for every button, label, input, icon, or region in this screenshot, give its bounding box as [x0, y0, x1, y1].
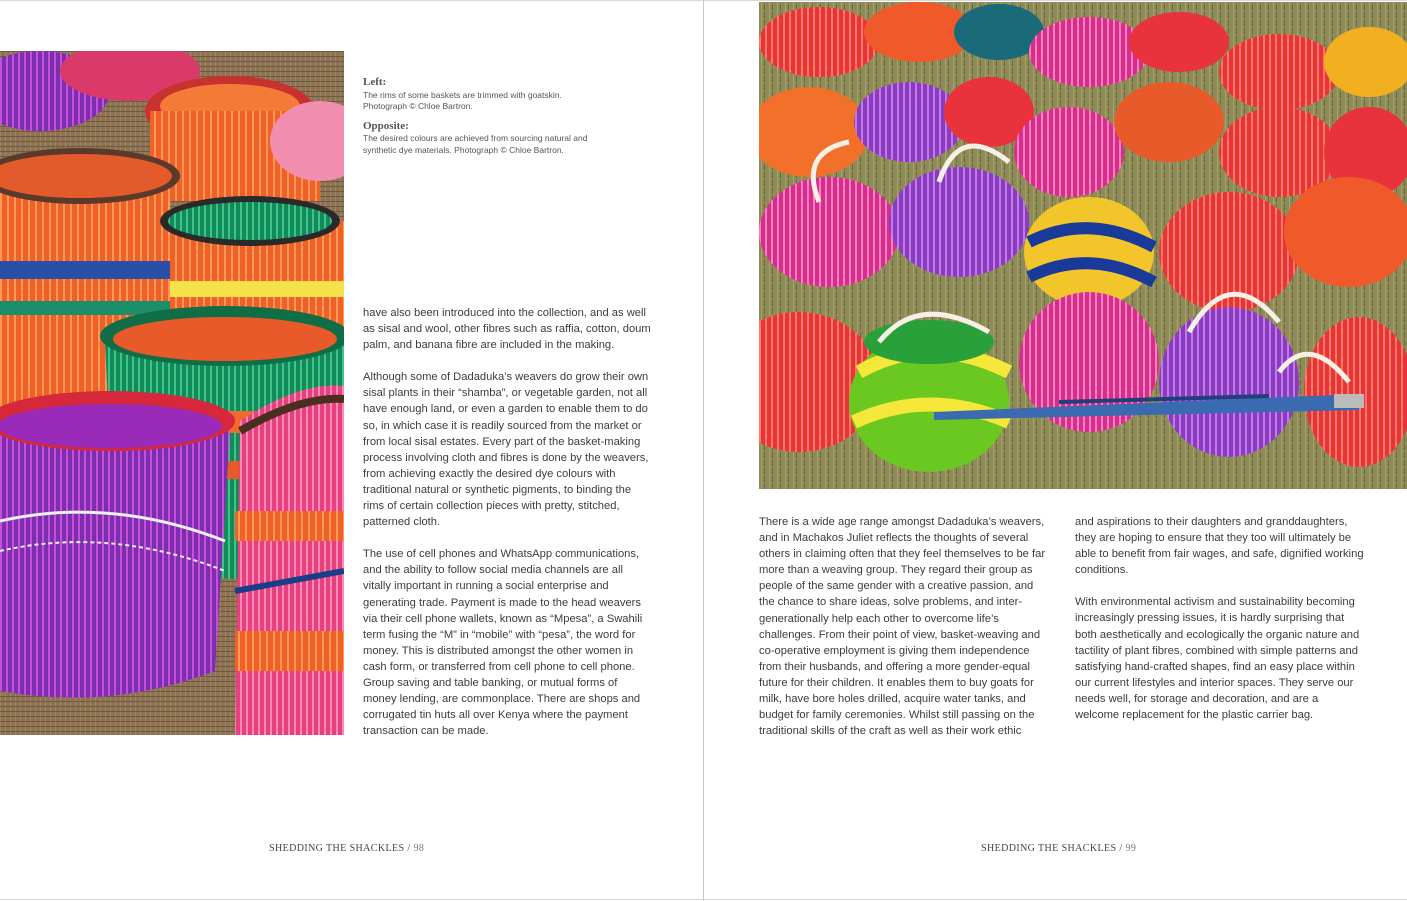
- left-page-body: [363, 305, 651, 755]
- right-page-column-2: [1075, 514, 1365, 739]
- folio-separator: /: [1116, 843, 1126, 854]
- caption-opposite: [363, 121, 593, 157]
- paragraph: There is a wide age range amongst Dadaduka’s weavers, and in Machakos Juliet reflects the thoughts of several others in claiming often that they feel themselves to be far more than a weaving group. They regard their group as people of the same gender with a creative passion, and the chance to share ideas, solve problems, and inter-generationally help each other to overcome life’s challenges. From their point of view, basket-weaving and co-operative employment is giving them independence from their husbands, and offering a more gender-equal future for their children. It enables them to buy goats for milk, have bore holes drilled, acquire water tanks, and budget for family ceremonies. Whilst still passing on the traditional skills of the craft as well as their work ethic: [759, 516, 1046, 738]
- folio-left: [269, 843, 424, 854]
- bottom-edge: [0, 899, 1407, 900]
- book-gutter: [703, 0, 704, 901]
- caption-opposite-text: The desired colours are achieved from sourcing natural and synthetic dye materials. Photograph © Chloe Bartron.: [363, 133, 588, 155]
- page-number: 99: [1125, 843, 1137, 854]
- folio-separator: /: [404, 843, 414, 854]
- right-page-column-1: [759, 514, 1051, 755]
- paragraph: The use of cell phones and WhatsApp communications, and the ability to follow social media channels are all vitally important in running a social enterprise and generating trade. Payment is made to the head weavers via their cell phone wallets, known as “Mpesa”, a Swahili term fusing the “M” in “mobile” with “pesa”, the word for money. This is distributed amongst the other women in cash form, or transferred from cell phone to cell phone. Group saving and table banking, or mutual forms of money lending, are commonplace. There are shops and corrugated tin huts all over Kenya where the payment transaction can be made.: [363, 548, 643, 738]
- caption-left-heading: Left:: [363, 76, 387, 88]
- baskets-photo-left: [0, 51, 344, 735]
- paragraph: Although some of Dadaduka’s weavers do grow their own sisal plants in their “shamba”, or vegetable garden, not all have enough land, or even a garden to enable them to do so, in which case it is readily sourced from the market or from local sisal estates. Every part of the basket-making process involving cloth and fibres is done by the weavers, from achieving exactly the desired dye colours with traditional natural or synthetic pigments, to binding the rims of certain collection pieces with pretty, stitched, patterned cloth.: [363, 371, 649, 529]
- running-title: SHEDDING THE SHACKLES: [981, 843, 1117, 854]
- baskets-photo-right: [759, 2, 1407, 489]
- page-number: 98: [413, 843, 425, 854]
- paragraph: and aspirations to their daughters and granddaughters, they are hoping to ensure that they too will ultimately be able to benefit from fair wages, and safe, dignified working conditions.: [1075, 516, 1364, 577]
- photo-captions: [363, 77, 593, 164]
- paragraph: With environmental activism and sustainability becoming increasingly pressing issues, it is hardly surprising that both aesthetically and ecologically the organic nature and tactility of plant fibres, combined with simple patterns and satisfying hand-crafted shapes, find an easy place within our current lifestyles and interior spaces. They serve our needs well, for storage and decoration, and are a welcome replacement for the plastic carrier bag.: [1075, 596, 1360, 722]
- folio-right: [981, 843, 1136, 854]
- caption-left-text: The rims of some baskets are trimmed with goatskin. Photograph © Chloe Bartron.: [363, 89, 562, 111]
- caption-left: [363, 77, 593, 113]
- running-title: SHEDDING THE SHACKLES: [269, 843, 405, 854]
- paragraph: have also been introduced into the collection, and as well as sisal and wool, other fibres such as raffia, cotton, doum palm, and banana fibre are included in the making.: [363, 307, 651, 352]
- caption-opposite-heading: Opposite:: [363, 119, 409, 132]
